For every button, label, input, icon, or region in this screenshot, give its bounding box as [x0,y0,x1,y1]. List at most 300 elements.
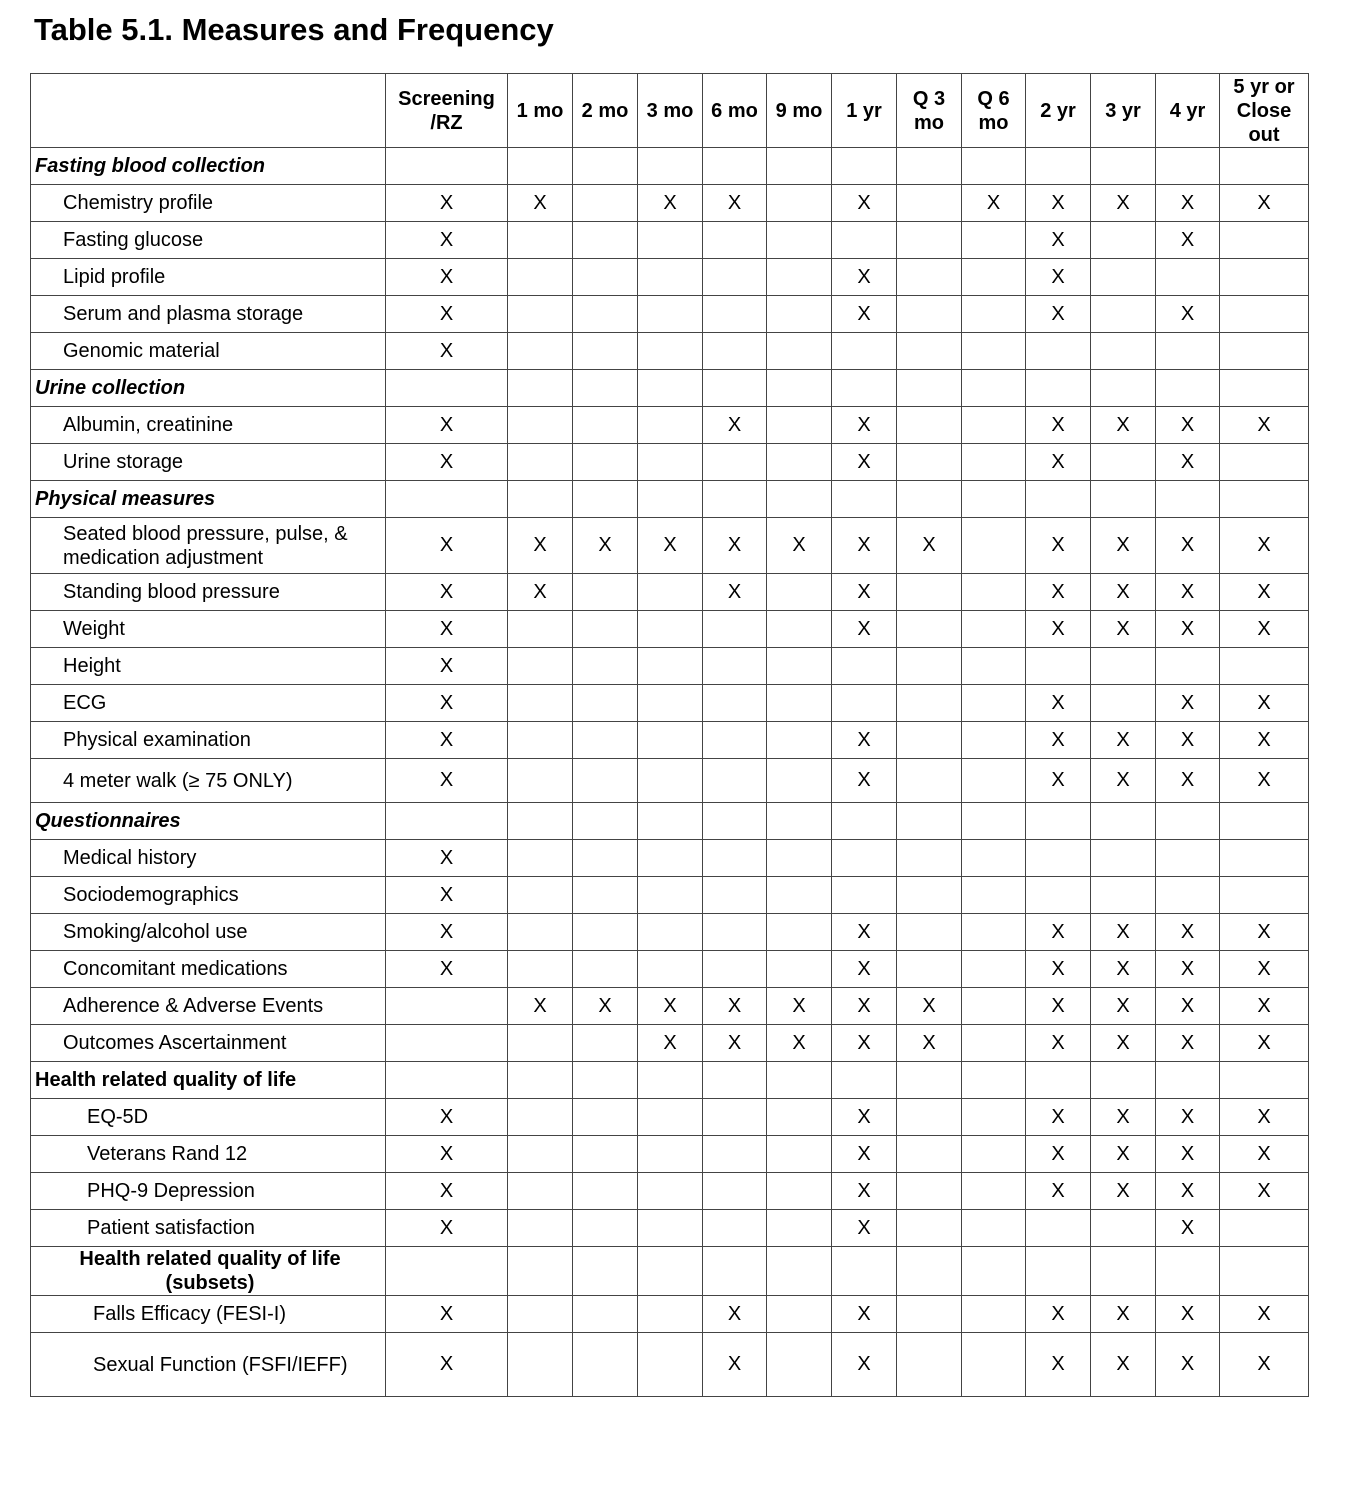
frequency-cell [767,481,832,518]
frequency-cell [703,333,767,370]
table-row [31,914,1309,951]
frequency-cell [703,481,767,518]
frequency-cell [962,840,1026,877]
frequency-cell [573,1025,638,1062]
frequency-cell: X [1026,296,1091,333]
frequency-cell: X [1091,722,1156,759]
measure-label: Medical history [31,840,386,877]
frequency-cell [508,951,573,988]
frequency-cell [1026,1247,1091,1296]
frequency-cell [1026,840,1091,877]
frequency-cell [897,1062,962,1099]
frequency-cell [703,222,767,259]
frequency-cell: X [1156,296,1220,333]
frequency-cell: X [703,1025,767,1062]
frequency-cell [1156,648,1220,685]
frequency-cell: X [1026,1296,1091,1333]
frequency-cell [638,259,703,296]
frequency-cell [767,877,832,914]
frequency-cell [767,611,832,648]
frequency-cell [638,333,703,370]
frequency-cell [573,1173,638,1210]
frequency-cell [573,840,638,877]
frequency-cell [1156,333,1220,370]
frequency-cell [962,481,1026,518]
frequency-cell [832,648,897,685]
table-row [31,185,1309,222]
frequency-cell [832,148,897,185]
frequency-cell: X [1091,1136,1156,1173]
frequency-cell: X [1156,574,1220,611]
frequency-cell: X [508,574,573,611]
frequency-cell [962,296,1026,333]
frequency-cell: X [386,407,508,444]
frequency-cell [638,296,703,333]
frequency-cell [962,1247,1026,1296]
frequency-cell: X [386,877,508,914]
frequency-cell [638,722,703,759]
frequency-cell [962,611,1026,648]
frequency-cell [832,877,897,914]
frequency-cell [897,648,962,685]
frequency-cell: X [832,611,897,648]
frequency-cell [573,574,638,611]
frequency-cell [508,1062,573,1099]
frequency-cell: X [832,1173,897,1210]
frequency-cell [1026,1210,1091,1247]
frequency-cell [1220,370,1309,407]
frequency-cell: X [832,407,897,444]
frequency-cell [897,185,962,222]
frequency-cell: X [1026,407,1091,444]
section-row [31,1062,1309,1099]
section-label: Physical measures [31,481,386,518]
frequency-cell [1091,296,1156,333]
frequency-cell [573,407,638,444]
frequency-cell: X [1156,407,1220,444]
table-row [31,1333,1309,1397]
frequency-cell: X [1026,685,1091,722]
frequency-cell: X [1156,444,1220,481]
frequency-cell [703,914,767,951]
frequency-cell: X [1156,222,1220,259]
section-label: Fasting blood collection [31,148,386,185]
frequency-cell: X [508,988,573,1025]
frequency-cell [573,444,638,481]
frequency-cell: X [638,988,703,1025]
frequency-cell [1220,1210,1309,1247]
frequency-cell: X [1156,685,1220,722]
frequency-cell: X [386,722,508,759]
frequency-cell [1091,148,1156,185]
frequency-cell [832,1247,897,1296]
frequency-cell: X [832,1296,897,1333]
frequency-cell [1156,481,1220,518]
frequency-cell [832,685,897,722]
frequency-cell [897,685,962,722]
frequency-cell [638,1136,703,1173]
measure-label: Albumin, creatinine [31,407,386,444]
frequency-cell [703,685,767,722]
frequency-cell [962,988,1026,1025]
measure-label: Adherence & Adverse Events [31,988,386,1025]
column-header: 3 yr [1091,74,1156,148]
frequency-cell [508,1173,573,1210]
frequency-cell: X [1156,951,1220,988]
frequency-cell: X [1026,951,1091,988]
frequency-cell [1091,481,1156,518]
frequency-cell [1026,148,1091,185]
frequency-cell [897,951,962,988]
frequency-cell [1156,259,1220,296]
frequency-cell [962,407,1026,444]
frequency-cell [703,148,767,185]
frequency-cell: X [1220,1136,1309,1173]
frequency-cell: X [1220,988,1309,1025]
frequency-cell [508,407,573,444]
frequency-cell [897,1173,962,1210]
frequency-cell [897,803,962,840]
measure-label: 4 meter walk (≥ 75 ONLY) [31,759,386,803]
frequency-cell: X [1220,914,1309,951]
measure-label: Falls Efficacy (FESI-I) [31,1296,386,1333]
frequency-cell: X [1091,759,1156,803]
frequency-cell [962,722,1026,759]
frequency-cell [703,259,767,296]
frequency-cell [638,370,703,407]
frequency-cell [508,914,573,951]
frequency-cell: X [1220,1296,1309,1333]
frequency-cell [573,1099,638,1136]
frequency-cell [962,759,1026,803]
frequency-cell: X [386,574,508,611]
frequency-cell: X [767,988,832,1025]
table-row [31,685,1309,722]
frequency-cell [962,1062,1026,1099]
frequency-cell [1220,333,1309,370]
measure-label: Weight [31,611,386,648]
frequency-cell: X [386,518,508,574]
table-row [31,444,1309,481]
frequency-cell [638,481,703,518]
frequency-cell: X [508,185,573,222]
frequency-cell: X [1220,1025,1309,1062]
table-row [31,877,1309,914]
column-header: 1 yr [832,74,897,148]
frequency-cell [386,148,508,185]
frequency-cell: X [832,518,897,574]
frequency-cell: X [767,518,832,574]
frequency-cell: X [386,1136,508,1173]
frequency-cell: X [386,611,508,648]
frequency-cell: X [832,444,897,481]
frequency-cell [962,803,1026,840]
frequency-cell [1220,444,1309,481]
frequency-cell [508,259,573,296]
frequency-cell [832,481,897,518]
frequency-cell [767,951,832,988]
column-header: 6 mo [703,74,767,148]
column-header: 9 mo [767,74,832,148]
frequency-cell: X [1026,988,1091,1025]
frequency-cell [508,611,573,648]
frequency-cell [703,611,767,648]
section-label: Questionnaires [31,803,386,840]
frequency-cell [962,877,1026,914]
frequency-cell: X [703,518,767,574]
frequency-cell [638,1099,703,1136]
frequency-cell: X [386,259,508,296]
frequency-cell [573,877,638,914]
frequency-cell [962,685,1026,722]
frequency-cell [962,518,1026,574]
frequency-cell: X [1026,1136,1091,1173]
frequency-cell [638,574,703,611]
frequency-cell [573,370,638,407]
frequency-cell [638,1062,703,1099]
frequency-cell [573,1210,638,1247]
frequency-cell [386,988,508,1025]
frequency-cell: X [703,1296,767,1333]
frequency-cell [573,259,638,296]
frequency-cell [767,1173,832,1210]
frequency-cell: X [832,1210,897,1247]
table-row [31,296,1309,333]
frequency-cell [1220,877,1309,914]
frequency-cell [962,333,1026,370]
frequency-cell [1026,803,1091,840]
frequency-cell [638,840,703,877]
frequency-cell [638,1247,703,1296]
frequency-cell: X [1026,185,1091,222]
measure-label: Serum and plasma storage [31,296,386,333]
frequency-cell [1220,296,1309,333]
frequency-cell [386,1062,508,1099]
frequency-cell: X [1091,574,1156,611]
table-row [31,611,1309,648]
frequency-cell [1156,1062,1220,1099]
frequency-cell [1156,840,1220,877]
frequency-cell [767,1136,832,1173]
frequency-cell [832,840,897,877]
frequency-cell [638,877,703,914]
measure-label: Genomic material [31,333,386,370]
frequency-cell: X [1091,951,1156,988]
frequency-cell: X [386,914,508,951]
table-title: Table 5.1. Measures and Frequency [34,12,554,47]
table-row [31,407,1309,444]
column-header: 3 mo [638,74,703,148]
column-header: 4 yr [1156,74,1220,148]
frequency-cell [573,296,638,333]
frequency-cell [767,914,832,951]
measure-label: Urine storage [31,444,386,481]
section-label: Urine collection [31,370,386,407]
frequency-cell [573,759,638,803]
frequency-cell: X [386,685,508,722]
frequency-cell [508,1247,573,1296]
frequency-cell: X [832,914,897,951]
frequency-cell [1026,648,1091,685]
frequency-cell [1091,685,1156,722]
frequency-cell: X [1220,685,1309,722]
frequency-cell: X [897,518,962,574]
frequency-cell [573,685,638,722]
measure-label: ECG [31,685,386,722]
frequency-cell [962,222,1026,259]
frequency-cell [386,481,508,518]
section-label: Health related quality of life [31,1062,386,1099]
frequency-cell [638,914,703,951]
frequency-cell [703,722,767,759]
frequency-cell: X [1091,1099,1156,1136]
frequency-cell: X [1220,611,1309,648]
frequency-cell [638,1333,703,1397]
table-row [31,1173,1309,1210]
measure-label: Concomitant medications [31,951,386,988]
frequency-cell [962,1296,1026,1333]
frequency-cell: X [1220,574,1309,611]
frequency-cell [962,370,1026,407]
frequency-cell [508,685,573,722]
frequency-cell [573,481,638,518]
frequency-cell [897,877,962,914]
frequency-cell [508,722,573,759]
frequency-cell [703,1210,767,1247]
frequency-cell [638,685,703,722]
frequency-cell: X [386,222,508,259]
frequency-cell: X [1026,222,1091,259]
frequency-cell [703,1062,767,1099]
frequency-cell [638,407,703,444]
frequency-cell: X [1156,1136,1220,1173]
frequency-cell [1156,877,1220,914]
frequency-cell: X [1156,988,1220,1025]
section-row [31,481,1309,518]
frequency-cell: X [832,1099,897,1136]
frequency-cell [897,914,962,951]
frequency-cell: X [1156,611,1220,648]
frequency-cell [767,1333,832,1397]
frequency-cell: X [1156,1333,1220,1397]
frequency-cell [508,1136,573,1173]
frequency-cell: X [386,648,508,685]
table-row [31,648,1309,685]
frequency-cell: X [1220,185,1309,222]
frequency-cell [703,840,767,877]
frequency-cell [573,648,638,685]
column-header: 5 yr or Close out [1220,74,1309,148]
frequency-cell: X [832,722,897,759]
frequency-cell [573,222,638,259]
table-row [31,1025,1309,1062]
frequency-cell [767,840,832,877]
frequency-cell [1091,1247,1156,1296]
frequency-cell [1091,877,1156,914]
frequency-cell: X [832,988,897,1025]
frequency-cell: X [1091,407,1156,444]
frequency-cell: X [638,1025,703,1062]
frequency-cell [1091,333,1156,370]
frequency-cell [703,1173,767,1210]
frequency-cell [897,222,962,259]
table-row [31,1210,1309,1247]
frequency-cell [832,803,897,840]
measure-label: PHQ-9 Depression [31,1173,386,1210]
frequency-cell: X [386,296,508,333]
frequency-cell: X [832,759,897,803]
frequency-cell [897,444,962,481]
frequency-cell [638,951,703,988]
frequency-cell [962,1333,1026,1397]
frequency-cell: X [897,988,962,1025]
measure-label: Physical examination [31,722,386,759]
frequency-cell [703,1099,767,1136]
frequency-cell [573,611,638,648]
frequency-cell: X [638,185,703,222]
frequency-cell [1091,648,1156,685]
measure-label: Standing blood pressure [31,574,386,611]
frequency-cell [703,648,767,685]
frequency-cell [703,296,767,333]
frequency-cell: X [386,1210,508,1247]
frequency-cell [573,1247,638,1296]
frequency-cell [897,1333,962,1397]
frequency-cell [573,1136,638,1173]
frequency-cell [832,222,897,259]
frequency-cell: X [386,333,508,370]
frequency-cell: X [573,518,638,574]
frequency-cell: X [1220,407,1309,444]
frequency-cell [962,1173,1026,1210]
frequency-cell [767,803,832,840]
frequency-cell [897,1099,962,1136]
frequency-cell: X [1156,1296,1220,1333]
frequency-cell [962,148,1026,185]
frequency-cell [638,222,703,259]
frequency-cell [897,333,962,370]
frequency-cell [508,1210,573,1247]
frequency-cell [962,1136,1026,1173]
frequency-cell: X [832,259,897,296]
frequency-cell [897,407,962,444]
measure-label: Seated blood pressure, pulse, & medication adjustment [31,518,386,574]
frequency-cell: X [1220,759,1309,803]
frequency-cell [573,333,638,370]
frequency-cell: X [1156,759,1220,803]
frequency-cell: X [573,988,638,1025]
frequency-cell [508,648,573,685]
frequency-cell: X [1156,1210,1220,1247]
frequency-cell [767,407,832,444]
frequency-cell [767,222,832,259]
frequency-cell: X [703,185,767,222]
table-row [31,333,1309,370]
frequency-cell [962,1210,1026,1247]
section-row [31,803,1309,840]
frequency-cell: X [767,1025,832,1062]
frequency-cell [386,370,508,407]
frequency-cell [767,148,832,185]
frequency-cell [962,648,1026,685]
frequency-cell [638,1210,703,1247]
frequency-cell: X [1026,1173,1091,1210]
frequency-cell: X [386,1296,508,1333]
frequency-cell [508,1333,573,1397]
frequency-cell: X [1220,1173,1309,1210]
frequency-cell [573,148,638,185]
table-row [31,1136,1309,1173]
